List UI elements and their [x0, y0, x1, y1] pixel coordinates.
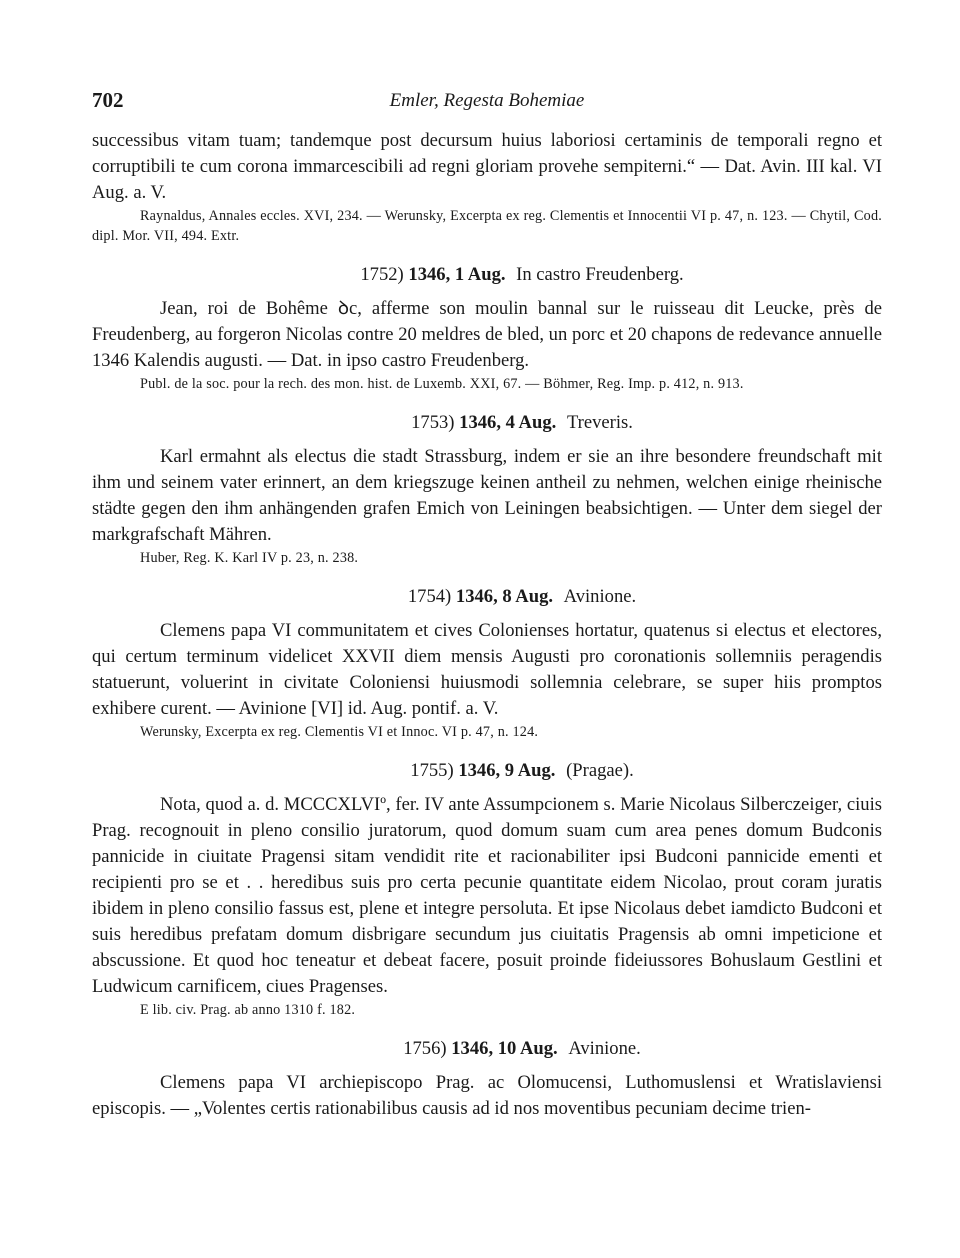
entry-heading-1752 [92, 262, 882, 288]
entry-source-1753: Huber, Reg. K. Karl IV p. 23, n. 238. [140, 550, 359, 566]
entry-text-1756: Clemens papa VI archiepiscopo Prag. ac Olomucensi, Luthomuslensi et Wratislaviensi episcopis. — „Volentes certis rationabilibus causis ad id nos moventibus pecuniam decime trien- [92, 1072, 882, 1119]
entry-place: Treveris. [566, 412, 633, 433]
entry-date: 1346, 9 Aug. [458, 760, 556, 781]
entry-place: (Pragae). [566, 760, 634, 781]
entry-number: 1754) [407, 586, 452, 607]
entry-date: 1346, 1 Aug. [408, 264, 506, 285]
entry-source-1755: E lib. civ. Prag. ab anno 1310 f. 182. [140, 1002, 356, 1018]
page-number: 702 [92, 88, 124, 112]
entry-place: Avinione. [568, 1038, 641, 1059]
page-header [92, 88, 882, 128]
entry-text-1755: Nota, quod a. d. MCCCXLVIº, fer. IV ante Assumpcionem s. Marie Nicolaus Silberczeiger, ciuis Prag. recognouit in pleno consilio juratorum, quod domum suam cum area penes domum Budconis pannicide in ciuitate Pragensi sitam vendidit rite et racionabiliter ipsi Budconi pannicide ementi et recipienti pro se et . . heredibus suis pro certa pecunie quantitate eidem Nicolao, prout coram juratis ibidem in pleno consilio fassus est, plene et integre persoluta. Et ipse Nicolaus debet iamdicto Budconi et suis heredibus prefatam domum disbrigare secundum jus ciuitatis Pragensis ab omni impeticione et abscussione. Et quod hoc teneatur et debeat facere, posuit proinde fideiussores Bohuslaum Gestlini et Ludwicum carnificem, ciues Pragenses. [92, 794, 882, 997]
entry-date: 1346, 8 Aug. [455, 586, 554, 607]
entry-number: 1755) [410, 760, 454, 781]
intro-source: Raynaldus, Annales eccles. XVI, 234. — Werunsky, Excerpta ex reg. Clementis et Innocentii VI p. 47, n. 123. — Chytil, Cod. dipl. Mor. VII, 494. Extr. [92, 208, 882, 244]
entry-number: 1756) [403, 1038, 447, 1059]
entry-heading-1756 [92, 1036, 882, 1062]
entry-date: 1346, 4 Aug. [459, 412, 557, 433]
entry-heading-1755 [92, 758, 882, 784]
entry-text-1752: Jean, roi de Bohême ꝺc, afferme son moulin bannal sur le ruisseau dit Leucke, près de Freudenberg, au forgeron Nicolas contre 20 meldres de bled, un porc et 20 chapons de redevance annuelle 1346 Kalendis augusti. — Dat. in ipso castro Freudenberg. [92, 298, 882, 371]
entry-place: In castro Freudenberg. [516, 264, 684, 285]
entry-source-1752: Publ. de la soc. pour la rech. des mon. hist. de Luxemb. XXI, 67. — Böhmer, Reg. Imp. p. 412, n. 913. [140, 376, 744, 392]
entry-date: 1346, 10 Aug. [451, 1038, 558, 1059]
entry-number: 1753) [411, 412, 455, 433]
entry-heading-1753 [92, 410, 882, 436]
intro-text: successibus vitam tuam; tandemque post decursum huius laboriosi certaminis de temporali regno et corruptibili te cum corona immarcescibili ad regni gloriam provehe sempiterni.“ — Dat. Avin. III kal. VI Aug. a. V. [92, 130, 882, 203]
entry-text-1753: Karl ermahnt als electus die stadt Strassburg, indem er sie an ihre besondere freundschaft mit ihm und seinem vater erinnert, an dem kriegszuge keinen antheil zu nehmen, welchen einige rheinische städte gegen den ihm anhängenden grafen Emich von Leiningen beabsichtigen. — Unter dem siegel der markgrafschaft Mähren. [92, 446, 882, 545]
entry-text-1754: Clemens papa VI communitatem et cives Colonienses hortatur, quatenus si electus et electores, qui certum terminum videlicet XXVII diem mensis Augusti pro coronationis sollemniis peragendis statuerunt, voluerint in civitate Coloniensi huiusmodi sollemnia celebrare, se super hiis promptos exhibere curent. — Avinione [VI] id. Aug. pontif. a. V. [92, 620, 882, 719]
running-title: Emler, Regesta Bohemiae [389, 90, 585, 111]
entry-heading-1754 [92, 584, 882, 610]
entry-place: Avinione. [563, 586, 637, 607]
entry-number: 1752) [360, 264, 404, 285]
entry-source-1754: Werunsky, Excerpta ex reg. Clementis VI et Innoc. VI p. 47, n. 124. [140, 724, 539, 740]
